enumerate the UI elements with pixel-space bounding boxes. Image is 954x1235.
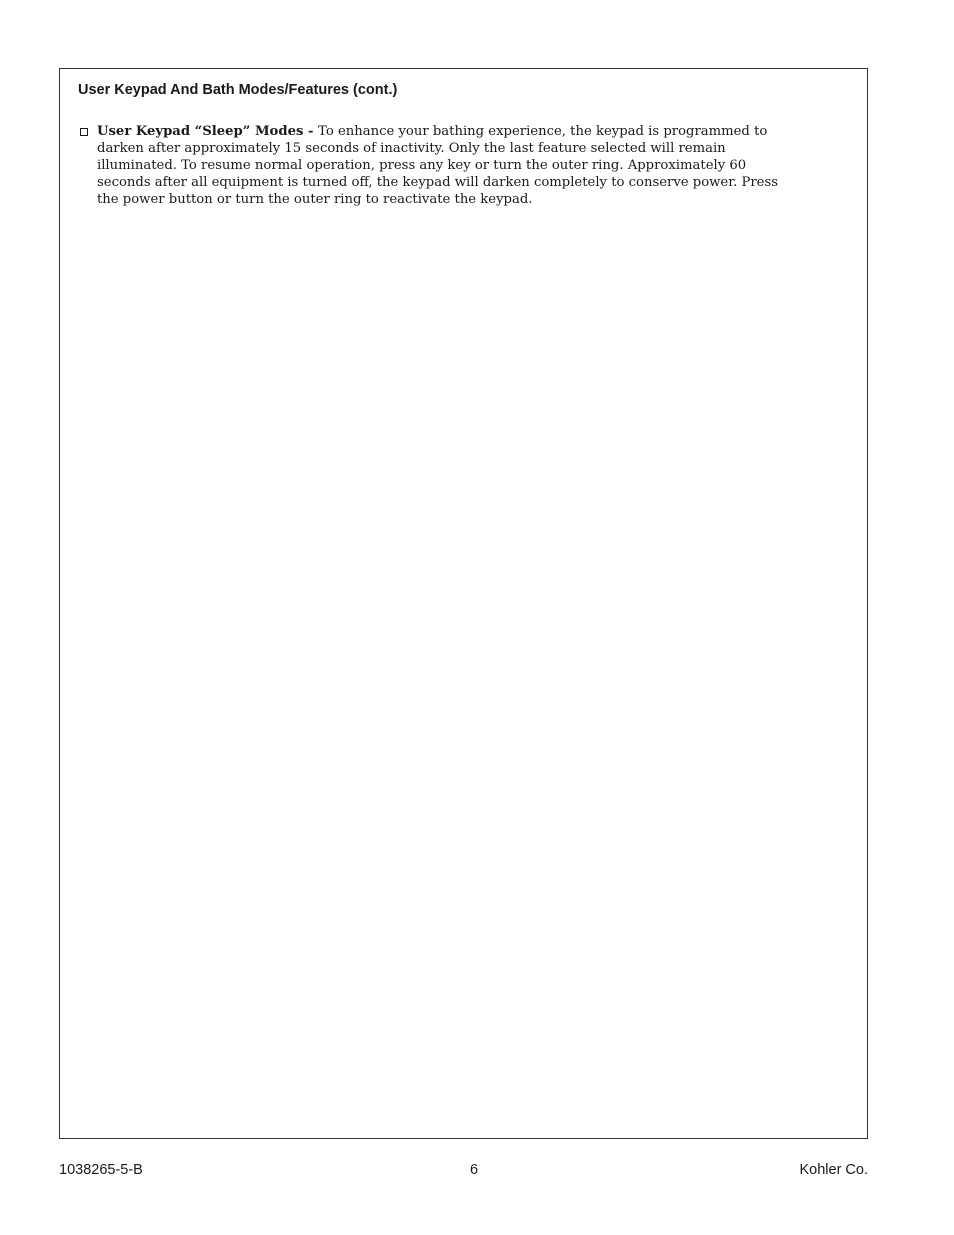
footer-company: Kohler Co. <box>799 1162 868 1178</box>
bullet-paragraph <box>97 123 798 208</box>
section-heading: User Keypad And Bath Modes/Features (cont.) <box>78 82 398 98</box>
bullet-title: User Keypad “Sleep” Modes - <box>97 124 319 139</box>
content-box <box>59 68 868 1139</box>
bullet-item-sleep-modes <box>78 123 798 208</box>
footer-doc-number: 1038265-5-B <box>59 1162 143 1178</box>
square-bullet-icon <box>80 128 88 136</box>
footer-page-number: 6 <box>470 1162 479 1178</box>
bullet-body: To enhance your bathing experience, the keypad is programmed to darken after approximately 15 seconds of inactivity. Only the last feature selected will remain illuminated. To resume normal operation, press any key or turn the outer ring. Approximately 60 seconds after all equipment is turned off, the keypad will darken completely to conserve power. Press the power button or turn the outer ring to reactivate the keypad. <box>97 124 778 207</box>
